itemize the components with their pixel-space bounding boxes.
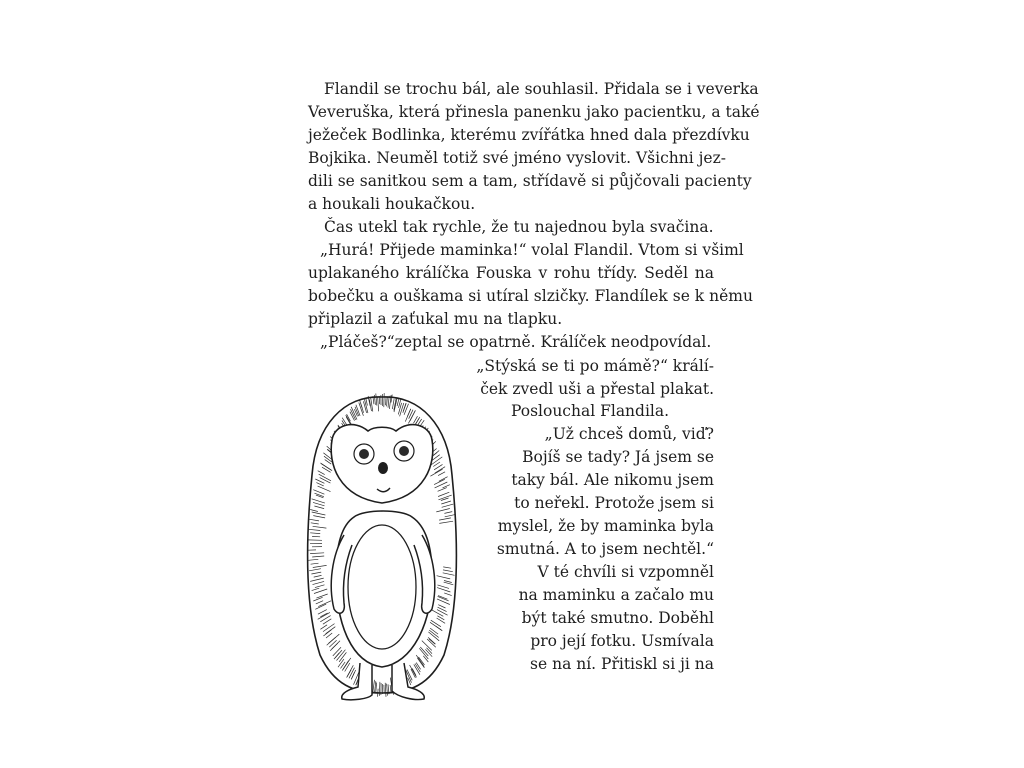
spike-stroke [311,563,319,564]
spike-stroke [431,610,443,617]
text-line: „Už chceš domů, viď? [544,425,714,443]
spike-stroke [351,670,355,679]
spike-stroke [437,599,450,605]
text-line: ježeček Bodlinka, kterému zvířátka hned dala přezdívku [308,126,750,144]
spike-stroke [312,588,320,590]
spike-stroke [423,656,428,662]
left-pupil [359,449,369,459]
spike-stroke [312,556,324,557]
spike-stroke [442,504,454,507]
spike-stroke [335,650,342,658]
spike-stroke [313,581,325,584]
spike-stroke [322,467,331,472]
text-line: Veveruška, která přinesla panenku jako pacientku, a také [308,103,760,121]
text-line: smutná. A to jsem nechtěl.“ [496,540,714,558]
spike-stroke [379,682,380,696]
spike-stroke [400,403,404,416]
spike-stroke [308,559,318,560]
spike-stroke [441,501,451,504]
spike-stroke [439,518,451,520]
spike-stroke [315,604,326,609]
spike-stroke [308,529,320,530]
spike-stroke [438,488,447,492]
spike-stroke [444,593,452,596]
spike-stroke [338,659,344,667]
spike-stroke [329,634,340,643]
hedgehog-belly [348,525,416,649]
text-line: pro její fotku. Usmívala [530,632,714,650]
spike-stroke [444,582,454,585]
spike-stroke [311,572,321,574]
text-line: V té chvíli si vzpomněl [537,563,714,581]
spike-stroke [439,477,448,482]
spike-stroke [435,482,448,488]
text-line: Poslouchal Flandila. [510,402,670,420]
spike-stroke [318,486,331,492]
text-line: být také smutno. Doběhl [521,609,714,627]
spike-stroke [310,578,324,581]
spike-stroke [314,506,324,509]
spike-stroke [437,576,451,579]
text-line: připlazil a zaťukal mu na tlapku. [308,310,563,328]
text-line: myslel, že by maminka byla [497,517,714,535]
spike-stroke [443,573,455,576]
spike-stroke [326,633,332,638]
text-line: „Pláčeš?“zeptal se opatrně. Králíček neodpovídal. [320,333,712,351]
spike-stroke [318,610,327,615]
spike-stroke [376,394,377,406]
right-foot [392,663,424,700]
spike-stroke [443,567,451,568]
text-line: „Hurá! Přijede maminka!“ volal Flandil. Vtom si všiml [320,241,744,259]
spike-stroke [309,569,321,571]
text-line: to neřekl. Protože jsem si [514,494,714,512]
right-pupil [399,446,409,456]
spike-stroke [438,492,449,496]
text-line: se na ní. Přitiskl si ji na [530,655,714,673]
spike-stroke [310,553,324,554]
spike-stroke [443,485,450,488]
spike-stroke [437,610,448,616]
spike-stroke [430,628,438,634]
text-line: „Stýská se ti po mámě?“ králí- [476,357,714,375]
spike-stroke [312,512,326,515]
spike-stroke [390,685,391,693]
spike-stroke [443,570,453,572]
spike-stroke [320,616,330,622]
spike-stroke [316,483,323,486]
text-line: uplakaného králíčka Fouska v rohu třídy. Seděl na [308,264,714,282]
hedgehog-illustration [284,385,480,715]
text-line: Čas utekl tak rychle, že tu najednou byla svačina. [324,218,714,236]
spike-stroke [398,403,401,415]
hedgehog-nose [378,462,388,474]
spike-stroke [436,626,443,631]
spike-stroke [310,533,320,534]
spike-stroke [325,460,332,465]
spike-stroke [438,472,445,476]
text-line: taky bál. Ale nikomu jsem [511,471,714,489]
spike-stroke [419,648,428,659]
spike-stroke [431,620,441,627]
spike-stroke [314,575,322,577]
spike-stroke [318,471,325,475]
spike-stroke [387,684,388,696]
spike-stroke [313,526,327,528]
spike-stroke [320,625,327,630]
spike-stroke [345,663,350,672]
spike-stroke [319,474,331,481]
spike-stroke [444,512,452,514]
spike-stroke [313,502,325,505]
spike-stroke [439,521,453,523]
text-line: dili se sanitkou sem a tam, střídavě si půjčovali pacienty [308,172,752,190]
spike-stroke [387,396,388,406]
spike-stroke [427,648,433,654]
spike-stroke [313,565,327,567]
spike-stroke [320,478,331,484]
spike-stroke [311,523,319,524]
spike-stroke [310,510,318,512]
text-line: bobečku a ouškama si utíral slzičky. Flandílek se k němu [308,287,753,305]
spike-stroke [378,397,379,411]
text-line: Bojkika. Neuměl totiž své jméno vyslovit. Všichni jez- [308,149,726,167]
spike-stroke [373,680,375,694]
text-line: a houkali houkačkou. [308,195,476,213]
text-line: na maminku a začalo mu [518,586,714,604]
spike-stroke [430,469,442,476]
spike-stroke [320,613,327,617]
spike-stroke [445,515,455,517]
spike-stroke [314,589,327,594]
spike-stroke [376,683,377,693]
spike-stroke [409,410,413,419]
spike-stroke [437,618,446,623]
spike-stroke [435,467,445,473]
spike-stroke [392,399,394,409]
spike-stroke [438,605,445,608]
spike-stroke [438,585,450,589]
spike-stroke [397,398,399,406]
spike-stroke [333,647,341,656]
text-line: Flandil se trochu bál, ale souhlasil. Přidala se i veverka [324,80,759,98]
spike-stroke [385,683,386,697]
spike-stroke [323,624,335,632]
spike-stroke [309,519,319,521]
spike-stroke [313,516,325,518]
spike-stroke [326,627,336,634]
spike-stroke [436,509,450,512]
spike-stroke [316,601,323,604]
spike-stroke [404,404,408,415]
text-line: ček zvedl uši a přestal plakat. [480,380,714,398]
text-line: Bojíš se tady? Já jsem se [522,448,714,466]
spike-stroke [349,668,355,679]
spike-stroke [315,585,325,588]
